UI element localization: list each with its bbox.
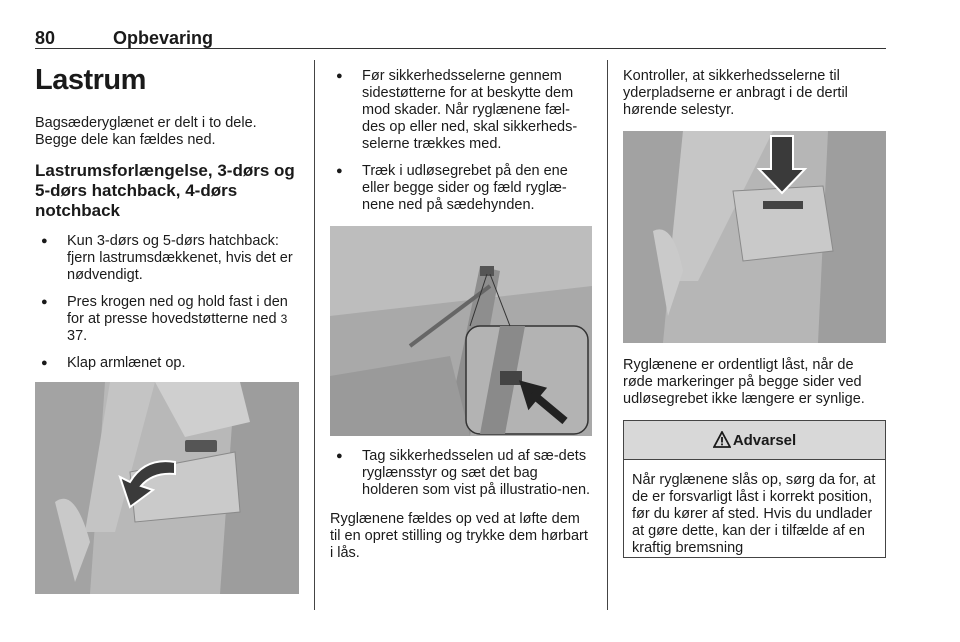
list-item: ● Kun 3-dørs og 5-dørs hatchback: fjern lastrumsdækkenet, hvis det er nødvendigt. xyxy=(35,233,299,284)
instruction-list xyxy=(330,68,592,214)
instruction-list xyxy=(35,233,299,372)
warning-title: Advarsel xyxy=(732,431,797,449)
seatbelt-guide-illustration xyxy=(330,226,592,436)
paragraph: Ryglænene er ordentligt låst, når de røde markeringer på begge sider ved udløsegrebet ikke længere er synlige. xyxy=(623,357,865,407)
warning-header xyxy=(624,421,885,460)
warning-triangle-icon xyxy=(713,431,731,449)
list-item: ● Tag sikkerhedsselen ud af sæ-dets ryglænsstyr og sæt det bag holderen som vist på illustratio-nen. xyxy=(330,448,592,499)
column-2 xyxy=(330,60,592,574)
seatbelt-release-illustration-icon xyxy=(623,131,886,343)
armrest-illustration-icon xyxy=(35,382,299,594)
column-3 xyxy=(623,60,886,558)
page-heading: Lastrum xyxy=(35,64,146,96)
page-ref-icon: 3 xyxy=(280,312,288,326)
seatbelt-release-illustration xyxy=(623,131,886,343)
page-number: 80 xyxy=(35,28,56,48)
paragraph: Kontroller, at sikkerhedsselerne til yderpladserne er anbragt i de dertil hørende selestyr. xyxy=(623,68,848,118)
page-ref: 37. xyxy=(67,328,88,344)
page-header xyxy=(35,0,886,49)
seatbelt-guide-illustration-icon xyxy=(330,226,592,436)
warning-box xyxy=(623,420,886,558)
intro-paragraph: Bagsæderyglænet er delt i to dele. Begge dele kan fældes ned. xyxy=(35,115,257,148)
column-divider xyxy=(314,60,315,610)
list-item: ● Klap armlænet op. xyxy=(35,355,299,372)
section-title: Opbevaring xyxy=(113,28,214,48)
subheading: Lastrumsforlængelse, 3-dørs og 5-dørs hatchback, 4-dørs notchback xyxy=(35,161,295,220)
paragraph: Ryglænene fældes op ved at løfte dem til en opret stilling og trykke dem hørbart i lås. xyxy=(330,511,588,561)
instruction-list xyxy=(330,448,592,499)
column-1 xyxy=(35,60,299,606)
list-item xyxy=(35,294,299,345)
list-item-text: Pres krogen ned og hold fast i den for at presse hovedstøtterne ned xyxy=(67,294,288,327)
armrest-illustration xyxy=(35,382,299,594)
list-item: ● Træk i udløsegrebet på den ene eller begge sider og fæld ryglæ-nene ned på sædehynden. xyxy=(330,163,592,214)
warning-text: Når ryglænene slås op, sørg da for, at de er forsvarligt låst i korrekt position, før du kører af sted. Hvis du undlader at gøre dette, kan der i tilfælde af en kraftig bremsning xyxy=(632,472,876,556)
list-item: ● Før sikkerhedsselerne gennem sidestøtterne for at beskytte dem mod skader. Når ryglænene fæl-des op eller ned, skal sikkerheds-selerne trækkes med. xyxy=(330,68,592,153)
column-divider xyxy=(607,60,608,610)
